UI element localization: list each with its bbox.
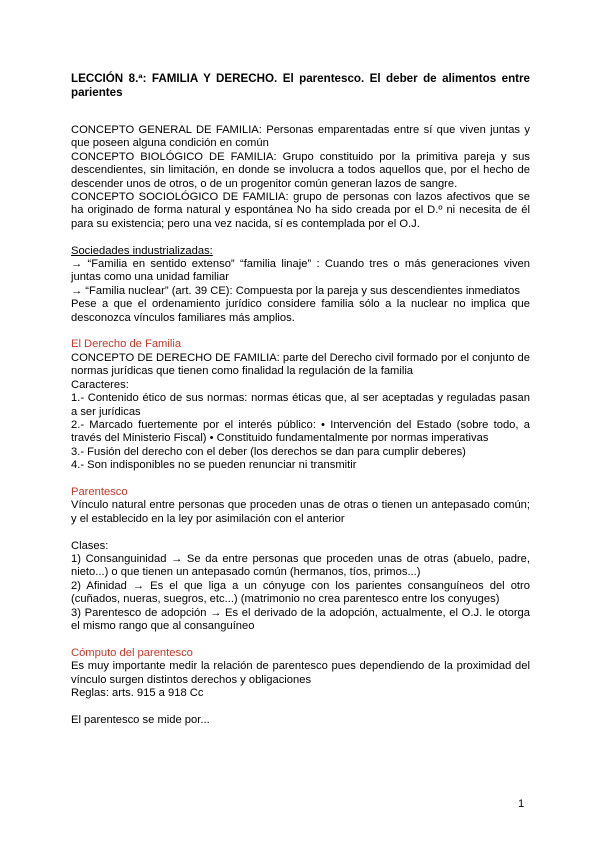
- computo-closing: El parentesco se mide por...: [71, 713, 210, 726]
- page-number: 1: [518, 798, 525, 810]
- document-page: [71, 72, 530, 727]
- industrial-line-extended: → “Familia en sentido extenso” “familia linaje” : Cuando tres o más generaciones viven juntas como una unidad familiar: [71, 258, 530, 284]
- concept-general: CONCEPTO GENERAL DE FAMILIA: Personas emparentadas entre sí que viven juntas y que poseen alguna condición en común: [71, 124, 530, 150]
- concept-biological: CONCEPTO BIOLÓGICO DE FAMILIA: Grupo constituido por la primitiva pareja y sus descendientes, sin limitación, en donde se involucra a todos aquellos que, por el hecho de descender unos de otros, o de un progenitor común generan lazos de sangre.: [71, 150, 530, 190]
- derecho-concept: CONCEPTO DE DERECHO DE FAMILIA: parte del Derecho civil formado por el conjunto de normas jurídicas que tienen como finalidad la regulación de la familia: [71, 351, 530, 378]
- industrial-line-note: Pese a que el ordenamiento jurídico considere familia sólo a la nuclear no implica que desconozca vínculos familiares más amplios.: [71, 298, 530, 324]
- computo-rules: Reglas: arts. 915 a 918 Cc: [71, 686, 204, 699]
- derecho-caracteres-label: Caracteres:: [71, 378, 129, 391]
- clases-label: Clases:: [71, 539, 109, 552]
- derecho-heading: El Derecho de Familia: [71, 338, 182, 351]
- clase-consanguinidad: 1) Consanguinidad → Se da entre personas que proceden unas de otras (abuelo, padre, nieto...) o que tienen un antepasado común (hermanos, tíos, primos...): [71, 552, 530, 579]
- derecho-caracter-1: 1.- Contenido ético de sus normas: normas éticas que, al ser aceptadas y reguladas pasan a ser jurídicas: [71, 392, 530, 418]
- clase-afinidad: 2) Afinidad → Es el que liga a un cónyuge con los parientes consanguíneos del otro (cuñados, nueras, suegros, etc...) (matrimonio no crea parentesco entre los conyuges): [71, 579, 530, 606]
- derecho-caracter-3: 3.- Fusión del derecho con el deber (los derechos se dan para cumplir deberes): [71, 445, 466, 458]
- computo-importance: Es muy importante medir la relación de parentesco pues dependiendo de la proximidad del vínculo surgen distintos derechos y obligaciones: [71, 660, 530, 686]
- parentesco-definition: Vínculo natural entre personas que proceden unas de otras o tienen un antepasado común; y el establecido en la ley por asimilación con el anterior: [71, 499, 530, 525]
- industrial-line-nuclear: → “Familia nuclear” (art. 39 CE): Compuesta por la pareja y sus descendientes inmediatos: [71, 284, 520, 297]
- computo-heading: Cómputo del parentesco: [71, 646, 193, 659]
- derecho-caracter-2: 2.- Marcado fuertemente por el interés público: • Intervención del Estado (sobre todo, a través del Ministerio Fiscal) • Constituido fundamentalmente por normas imperativas: [71, 418, 530, 445]
- clase-adopcion: 3) Parentesco de adopción → Es el derivado de la adopción, actualmente, el O.J. le otorga el mismo rango que al consanguíneo: [71, 606, 530, 632]
- concept-sociological: CONCEPTO SOCIOLÓGICO DE FAMILIA: grupo de personas con lazos afectivos que se ha originado de forma natural y espontánea No ha sido creada por el D.º ni necesita de él para su existencia; pero una vez nacida, sí es contemplada por el O.J.: [71, 191, 530, 230]
- lesson-title: LECCIÓN 8.ª: FAMILIA Y DERECHO. El parentesco. El deber de alimentos entre parientes: [71, 72, 530, 99]
- derecho-caracter-4: 4.- Son indisponibles no se pueden renunciar ni transmitir: [71, 459, 357, 472]
- parentesco-heading: Parentesco: [71, 485, 128, 498]
- industrial-heading: Sociedades industrializadas:: [71, 244, 213, 257]
